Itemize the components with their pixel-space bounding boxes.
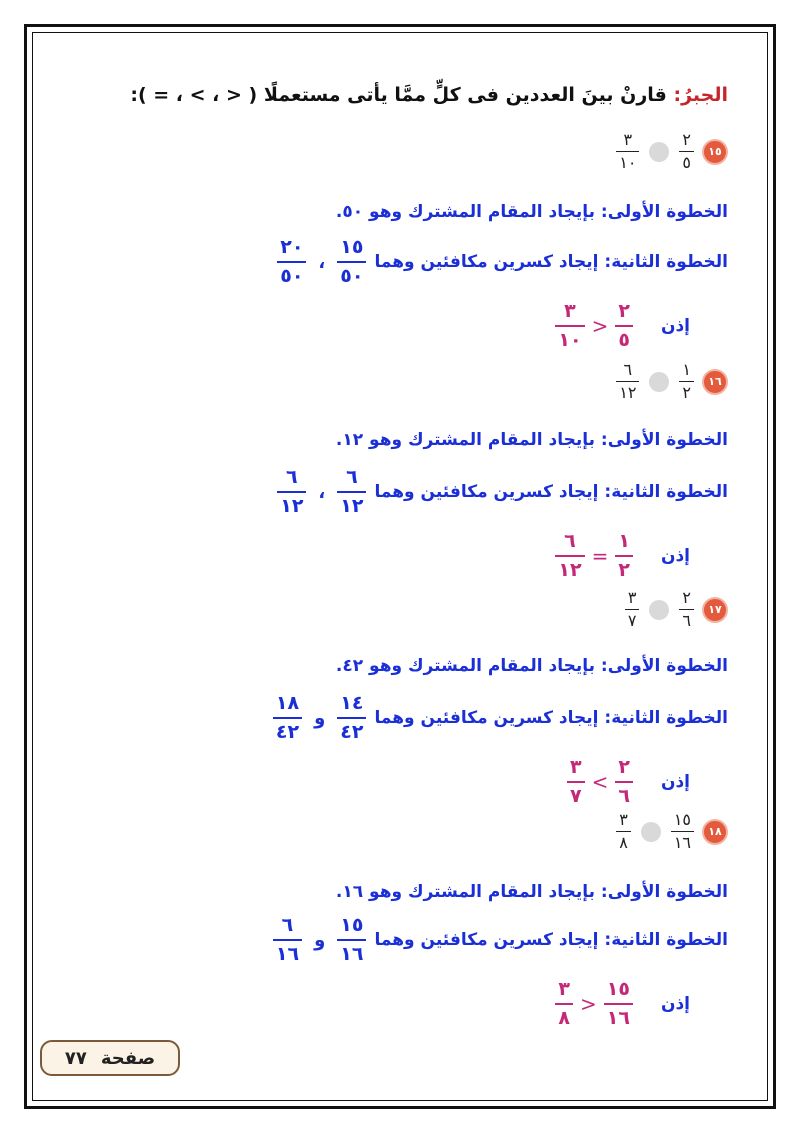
fraction-right: $\frac{٣}{٨}$	[616, 812, 631, 851]
fraction-left: $\frac{٢}{٥}$	[679, 132, 694, 171]
fraction-right: $\frac{٣}{٧}$	[625, 590, 640, 629]
step-two-line	[277, 238, 728, 286]
step-two-line	[277, 468, 728, 516]
separator: و	[314, 707, 326, 729]
result-label: إذن	[660, 772, 690, 792]
comparison-blank-circle	[649, 600, 669, 620]
result-line	[555, 980, 690, 1028]
problem-18	[616, 812, 728, 851]
result-line	[567, 758, 690, 806]
step-two-text: الخطوة الثانية: إيجاد كسرين مكافئين وهما	[374, 708, 728, 728]
fraction-right: $\frac{٣}{١٠}$	[616, 132, 639, 171]
comparison-blank-circle	[649, 142, 669, 162]
problem-number-badge: ١٦	[702, 369, 728, 395]
equivalent-fraction-1: $\frac{٦}{١٢}$	[337, 468, 366, 516]
exercise-instructions: قارنْ بينَ العددين فى كلٍّ ممَّا يأتى مستعملًا ( < ، > ، = ):	[130, 84, 667, 106]
problem-16	[616, 362, 728, 401]
result-fraction-left: $\frac{١٥}{١٦}$	[604, 980, 633, 1028]
fraction-left: $\frac{٢}{٦}$	[679, 590, 694, 629]
result-label: إذن	[660, 546, 690, 566]
section-title: الجبرُ:	[673, 84, 728, 106]
result-label: إذن	[660, 994, 690, 1014]
step-one-text: الخطوة الأولى: بإيجاد المقام المشترك وهو ٥٠.	[335, 202, 728, 222]
result-fraction-left: $\frac{٢}{٥}$	[615, 302, 633, 350]
comparison-symbol: <	[579, 992, 597, 1016]
step-two-line	[273, 916, 728, 964]
problem-number-badge: ١٥	[702, 139, 728, 165]
result-fraction-right: $\frac{٦}{١٢}$	[555, 532, 584, 580]
step-two-text: الخطوة الثانية: إيجاد كسرين مكافئين وهما	[374, 930, 728, 950]
worksheet-page	[40, 40, 760, 1090]
problem-number-badge: ١٧	[702, 597, 728, 623]
comparison-symbol: <	[591, 314, 609, 338]
comparison-blank-circle	[649, 372, 669, 392]
equivalent-fraction-2: $\frac{٢٠}{٥٠}$	[277, 238, 306, 286]
page-label: صفحة	[100, 1047, 156, 1069]
result-fraction-right: $\frac{٣}{٧}$	[567, 758, 585, 806]
step-two-line	[273, 694, 728, 742]
equivalent-fraction-1: $\frac{١٤}{٤٢}$	[337, 694, 366, 742]
problem-15	[616, 132, 728, 171]
equivalent-fraction-2: $\frac{٦}{١٦}$	[273, 916, 302, 964]
equivalent-fraction-2: $\frac{١٨}{٤٢}$	[273, 694, 302, 742]
result-fraction-left: $\frac{٢}{٦}$	[615, 758, 633, 806]
result-fraction-left: $\frac{١}{٢}$	[615, 532, 633, 580]
equivalent-fraction-2: $\frac{٦}{١٢}$	[277, 468, 306, 516]
comparison-blank-circle	[641, 822, 661, 842]
page-number: ٧٧	[64, 1047, 87, 1069]
problem-number-badge: ١٨	[702, 819, 728, 845]
result-fraction-right: $\frac{٣}{١٠}$	[555, 302, 584, 350]
fraction-right: $\frac{٦}{١٢}$	[616, 362, 639, 401]
step-one-text: الخطوة الأولى: بإيجاد المقام المشترك وهو ٤٢.	[335, 656, 728, 676]
fraction-left: $\frac{١٥}{١٦}$	[671, 812, 694, 851]
equivalent-fraction-1: $\frac{١٥}{١٦}$	[337, 916, 366, 964]
page-number-box	[40, 1040, 180, 1076]
step-one-text: الخطوة الأولى: بإيجاد المقام المشترك وهو ١٢.	[335, 430, 728, 450]
step-two-text: الخطوة الثانية: إيجاد كسرين مكافئين وهما	[374, 252, 728, 272]
comparison-symbol: =	[591, 544, 609, 568]
fraction-left: $\frac{١}{٢}$	[679, 362, 694, 401]
separator: ،	[318, 251, 326, 273]
result-label: إذن	[660, 316, 690, 336]
comparison-symbol: >	[591, 770, 609, 794]
separator: ،	[318, 481, 326, 503]
separator: و	[314, 929, 326, 951]
result-line	[555, 302, 690, 350]
result-fraction-right: $\frac{٣}{٨}$	[555, 980, 573, 1028]
exercise-header	[130, 84, 728, 106]
equivalent-fraction-1: $\frac{١٥}{٥٠}$	[337, 238, 366, 286]
problem-17	[625, 590, 728, 629]
result-line	[555, 532, 690, 580]
step-one-text: الخطوة الأولى: بإيجاد المقام المشترك وهو ١٦.	[335, 882, 728, 902]
step-two-text: الخطوة الثانية: إيجاد كسرين مكافئين وهما	[374, 482, 728, 502]
